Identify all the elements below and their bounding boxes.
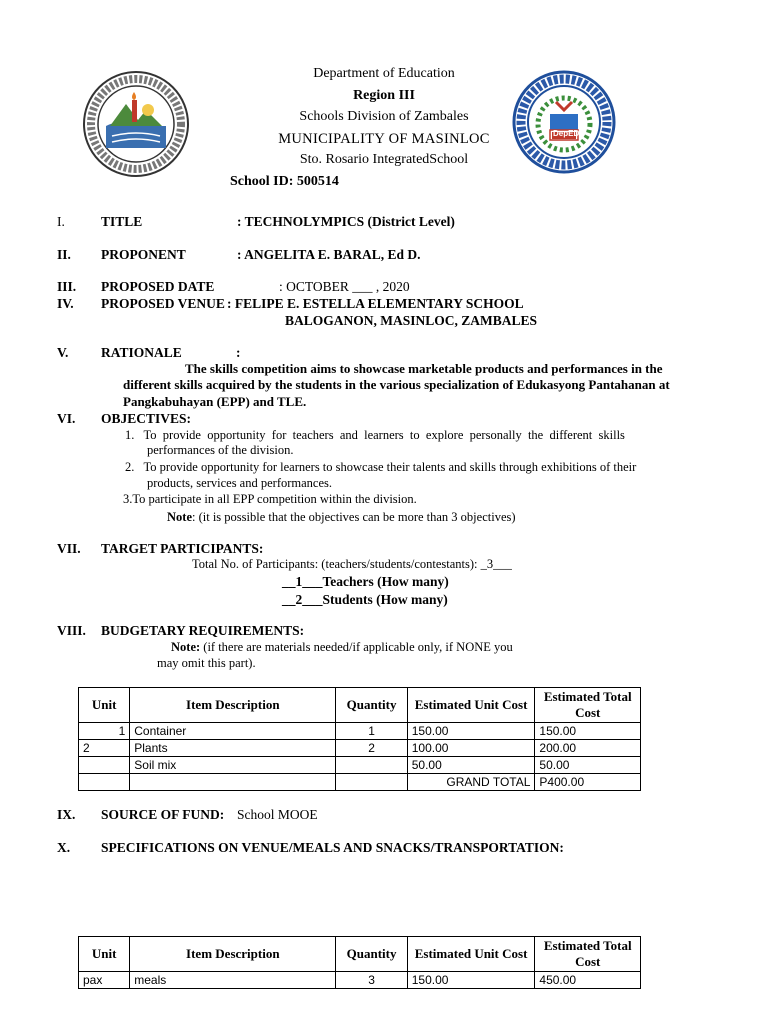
cell-unit: pax — [79, 972, 130, 989]
header-division: Schools Division of Zambales — [299, 109, 469, 124]
cell-quantity: 2 — [336, 740, 407, 757]
meals-table-header — [79, 937, 641, 972]
col-header-estimated-total-cost: Estimated Total Cost — [535, 937, 641, 972]
proposed-date-value: : OCTOBER ___ , 2020 — [279, 279, 410, 294]
source-of-fund-label: SOURCE OF FUND: — [101, 807, 225, 822]
col-header-unit: Unit — [79, 688, 130, 723]
header-dept: Department of Education — [313, 66, 455, 81]
cell-quantity: 3 — [336, 972, 407, 989]
section-ix-num: IX. — [57, 807, 76, 822]
table-row — [79, 740, 641, 757]
budget-table — [78, 687, 641, 791]
section-i-num: I. — [57, 214, 65, 229]
header-region: Region III — [353, 88, 415, 103]
objective-2: 2. To provide opportunity for learners to showcase their talents and skills through exhibitions of their — [125, 460, 637, 474]
header-school-id: School ID: 500514 — [230, 174, 339, 189]
objective-3: 3.To participate in all EPP competition within the division. — [123, 492, 417, 506]
rationale-colon: : — [236, 345, 241, 360]
col-header-item-description: Item Description — [130, 937, 336, 972]
cell-unit: 1 — [79, 723, 130, 740]
proposed-venue-value-2: BALOGANON, MASINLOC, ZAMBALES — [285, 313, 538, 328]
cell-item: Plants — [130, 740, 336, 757]
proponent-value: : ANGELITA E. BARAL, Ed D. — [237, 247, 421, 262]
budget-note-line-2: may omit this part). — [157, 656, 256, 670]
source-of-fund-value: School MOOE — [237, 807, 318, 822]
cell-total-cost: 450.00 — [535, 972, 641, 989]
budget-note-line-1 — [171, 640, 513, 655]
cell-unit-cost: 100.00 — [407, 740, 535, 757]
cell-unit — [79, 757, 130, 774]
table-row — [79, 723, 641, 740]
section-v-num: V. — [57, 345, 69, 360]
objectives-note-text: : (it is possible that the objectives can be more than 3 objectives) — [192, 510, 516, 524]
col-header-quantity: Quantity — [336, 937, 407, 972]
rationale-line-2: different skills acquired by the students in the various specialization of Edukasyong Pantahanan at — [123, 377, 670, 392]
budgetary-label: BUDGETARY REQUIREMENTS: — [101, 623, 305, 638]
grand-total-row — [79, 774, 641, 791]
objective-2-cont: products, services and performances. — [147, 476, 332, 490]
proposed-date-label: PROPOSED DATE — [101, 279, 215, 294]
header-school: Sto. Rosario IntegratedSchool — [299, 152, 469, 167]
header-municipality: MUNICIPALITY OF MASINLOC — [278, 131, 490, 147]
rationale-label: RATIONALE — [101, 345, 182, 360]
objectives-label: OBJECTIVES: — [101, 411, 192, 426]
cell-unit-cost: 150.00 — [407, 972, 535, 989]
cell-empty — [336, 774, 407, 791]
rationale-line-1: The skills competition aims to showcase marketable products and performances in the — [185, 361, 663, 376]
section-iii-num: III. — [57, 279, 77, 294]
section-vi-num: VI. — [57, 411, 76, 426]
budget-table-header — [79, 688, 641, 723]
objectives-note-label: Note — [167, 510, 192, 524]
table-row — [79, 757, 641, 774]
cell-total-cost: 200.00 — [535, 740, 641, 757]
proposed-venue-label: PROPOSED VENUE — [101, 296, 225, 311]
participants-teachers: __1___Teachers (How many) — [282, 574, 449, 589]
cell-unit: 2 — [79, 740, 130, 757]
cell-item: meals — [130, 972, 336, 989]
cell-empty — [130, 774, 336, 791]
table-row — [79, 972, 641, 989]
cell-empty — [79, 774, 130, 791]
budget-note-label: Note: — [171, 640, 201, 654]
objective-1-cont: performances of the division. — [147, 443, 294, 457]
objectives-note — [167, 510, 516, 525]
participants-total: Total No. of Participants: (teachers/students/contestants): _3___ — [192, 557, 512, 571]
budget-note-text: (if there are materials needed/if applicable only, if NONE you — [200, 640, 513, 654]
target-participants-label: TARGET PARTICIPANTS: — [101, 541, 264, 556]
cell-item: Container — [130, 723, 336, 740]
participants-students: __2___Students (How many) — [282, 592, 448, 607]
col-header-item-description: Item Description — [130, 688, 336, 723]
cell-quantity — [336, 757, 407, 774]
proposed-venue-value: : FELIPE E. ESTELLA ELEMENTARY SCHOOL — [227, 296, 524, 311]
cell-total-cost: 50.00 — [535, 757, 641, 774]
title-value: : TECHNOLYMPICS (District Level) — [237, 214, 455, 229]
col-header-estimated-unit-cost: Estimated Unit Cost — [407, 688, 535, 723]
cell-unit-cost: 150.00 — [407, 723, 535, 740]
meals-table — [78, 936, 641, 989]
col-header-quantity: Quantity — [336, 688, 407, 723]
title-label: TITLE — [101, 214, 143, 229]
section-vii-num: VII. — [57, 541, 81, 556]
seal-badge-text: DepED — [553, 129, 580, 138]
rationale-line-3: Pangkabuhayan (EPP) and TLE. — [123, 394, 307, 409]
col-header-unit: Unit — [79, 937, 130, 972]
section-x-num: X. — [57, 840, 71, 855]
cell-quantity: 1 — [336, 723, 407, 740]
col-header-estimated-total-cost: Estimated Total Cost — [535, 688, 641, 723]
grand-total-value: P400.00 — [535, 774, 641, 791]
cell-total-cost: 150.00 — [535, 723, 641, 740]
grand-total-label: GRAND TOTAL — [407, 774, 535, 791]
section-ii-num: II. — [57, 247, 71, 262]
objective-1: 1. To provide opportunity for teachers and learners to explore personally the different skills — [125, 428, 625, 442]
proponent-label: PROPONENT — [101, 247, 186, 262]
specifications-label: SPECIFICATIONS ON VENUE/MEALS AND SNACKS/TRANSPORTATION: — [101, 840, 564, 855]
cell-unit-cost: 50.00 — [407, 757, 535, 774]
section-iv-num: IV. — [57, 296, 74, 311]
cell-item: Soil mix — [130, 757, 336, 774]
col-header-estimated-unit-cost: Estimated Unit Cost — [407, 937, 535, 972]
section-viii-num: VIII. — [57, 623, 86, 638]
